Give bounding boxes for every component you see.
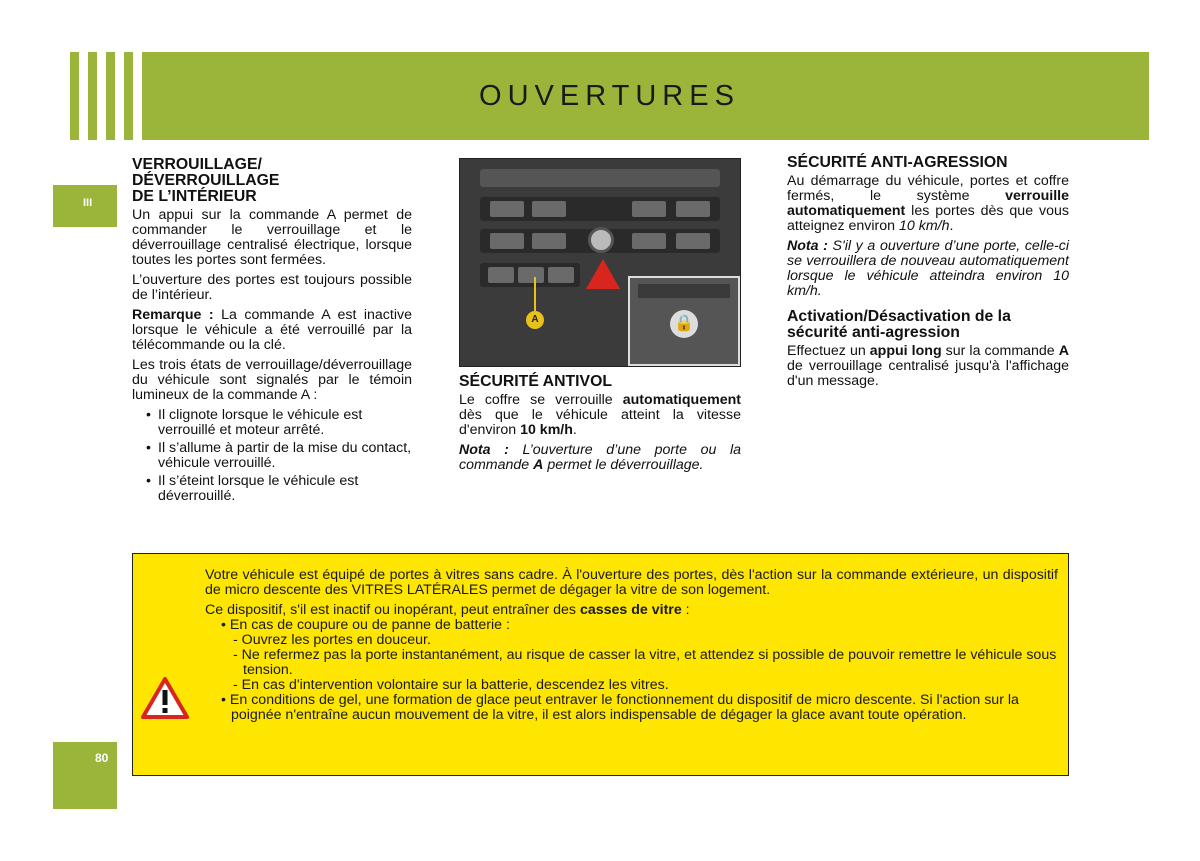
remark-text: La commande A est inactive lorsque le véhicule a été verrouillé par la télécommande ou la clé. <box>132 307 412 353</box>
warning-bullet: • En conditions de gel, une formation de glace peut entraver le fonctionnement du dispositif de micro descente. Si l'action sur la poignée n'entraîne aucun mouvement de la vitre, il est alors indispensable de dégager la glace avant toute opération. <box>221 692 1019 723</box>
text: Ce dispositif, s'il est inactif ou inopérant, peut entraîner des <box>205 602 580 618</box>
page-number-box <box>53 742 117 809</box>
text-bold: 10 km/h <box>520 422 573 438</box>
left-heading-line: DE L’INTÉRIEUR <box>132 188 257 205</box>
text: L’ouverture d’une porte ou la commande <box>459 442 742 473</box>
vent-grille <box>480 169 720 187</box>
panel-button <box>488 267 514 283</box>
text-bold: appui long <box>869 343 942 359</box>
middle-column <box>459 374 741 478</box>
panel-button <box>532 201 566 217</box>
left-heading-line: DÉVERROUILLAGE <box>132 172 280 189</box>
text-bold: verrouille automatiquement <box>787 188 1069 219</box>
left-paragraph: L’ouverture des portes est toujours possible de l’intérieur. <box>132 272 412 303</box>
list-item: • Il s’allume à partir de la mise du contact, véhicule verrouillé. <box>146 441 412 471</box>
left-column <box>132 157 412 507</box>
left-paragraph: Les trois états de verrouillage/déverrouillage du véhicule sont signalés par le témoin lumineux de la commande A : <box>132 357 412 403</box>
text: sur la commande <box>941 343 1059 359</box>
text: Au démarrage du véhicule, portes et coffre fermés, le système <box>787 173 1069 204</box>
lock-icon: 🔒 <box>670 310 698 338</box>
text-italic: 10 km/h <box>899 218 950 234</box>
panel-button <box>676 233 710 249</box>
lock-button <box>518 267 544 283</box>
callout-a: A <box>526 311 544 329</box>
text: . <box>949 218 954 234</box>
page-title: OUVERTURES <box>479 80 740 112</box>
panel-button <box>676 201 710 217</box>
panel-button <box>532 233 566 249</box>
callout-line <box>534 277 536 311</box>
control-row <box>480 197 720 221</box>
activation-paragraph <box>787 344 1069 389</box>
panel-button <box>548 267 574 283</box>
right-column <box>787 155 1069 394</box>
text-bold: A <box>1058 343 1069 359</box>
left-remark <box>132 308 412 353</box>
text: Le coffre se verrouille <box>459 392 623 408</box>
nota-label: Nota : <box>459 442 509 458</box>
chapter-label: III <box>83 197 93 209</box>
remark-label: Remarque : <box>132 307 214 323</box>
text: Effectuez un <box>787 343 870 359</box>
anti-agression-nota <box>787 239 1069 299</box>
warning-paragraph <box>205 603 1058 618</box>
warning-bullet: • En cas de coupure ou de panne de batterie : <box>221 617 510 633</box>
text-bold: casses de vitre <box>579 602 682 618</box>
text-bold: automatiquement <box>622 392 741 408</box>
warning-sub-bullet: - En cas d'intervention volontaire sur la batterie, descendez les vitres. <box>233 677 669 693</box>
page-number: 80 <box>95 751 109 765</box>
lock-detail-inset <box>628 276 740 366</box>
hazard-button-icon <box>586 259 620 289</box>
text: dès que le véhicule atteint la vitesse d'environ <box>459 407 741 438</box>
nota-label: Nota : <box>787 238 828 254</box>
left-heading-line: VERROUILLAGE/ <box>132 156 262 173</box>
text: de verrouillage centralisé jusqu'à l'affichage d'un message. <box>787 358 1069 389</box>
side-strip <box>53 227 65 742</box>
list-item: • Il s’éteint lorsque le véhicule est déverrouillé. <box>146 474 412 504</box>
panel-button <box>490 201 524 217</box>
inset-button <box>638 284 730 298</box>
panel-button <box>490 233 524 249</box>
status-list <box>146 408 412 504</box>
warning-paragraph: Votre véhicule est équipé de portes à vitres sans cadre. À l'ouverture des portes, dès l'action sur la commande extérieure, un dispositif de micro descente des VITRES LATÉRALES permet de dégager la vitre de son logement. <box>205 567 1058 598</box>
left-heading <box>132 157 412 205</box>
control-row <box>480 263 580 287</box>
header-band <box>70 52 1149 140</box>
antivol-heading: SÉCURITÉ ANTIVOL <box>459 373 613 390</box>
dashboard-photo <box>459 158 741 367</box>
anti-agression-heading: SÉCURITÉ ANTI-AGRESSION <box>787 154 1008 171</box>
list-item: • Il clignote lorsque le véhicule est verrouillé et moteur arrêté. <box>146 408 412 438</box>
anti-agression-paragraph <box>787 174 1069 234</box>
chapter-tab <box>53 185 117 227</box>
text-bold: A <box>533 457 544 473</box>
text: les portes dès que vous atteignez environ <box>787 203 1069 234</box>
control-knob <box>588 227 614 253</box>
antivol-paragraph <box>459 393 741 438</box>
text: permet le déverrouillage. <box>543 457 704 473</box>
left-paragraph: Un appui sur la commande A permet de commander le verrouillage et le déverrouillage centralisé électrique, lorsque toutes les portes sont fermées. <box>132 207 412 268</box>
antivol-nota <box>459 443 741 473</box>
text: S'il y a ouverture d’une porte, celle-ci se verrouillera de nouveau automatiquement lorsque le véhicule atteindra environ 10 km/h. <box>787 238 1069 299</box>
warning-text <box>205 568 1058 723</box>
warning-sub-bullet: - Ne refermez pas la porte instantanément, au risque de casser la vitre, et attendez si possible de pouvoir remettre le véhicule sous tension. <box>233 647 1057 678</box>
warning-sub-bullet: - Ouvrez les portes en douceur. <box>233 632 431 648</box>
panel-button <box>632 233 666 249</box>
warning-triangle-icon <box>141 676 189 720</box>
activation-heading: Activation/Désactivation de la sécurité anti-agression <box>787 308 1011 341</box>
warning-box <box>132 553 1069 776</box>
panel-button <box>632 201 666 217</box>
text: . <box>572 422 577 438</box>
text: : <box>681 602 690 618</box>
